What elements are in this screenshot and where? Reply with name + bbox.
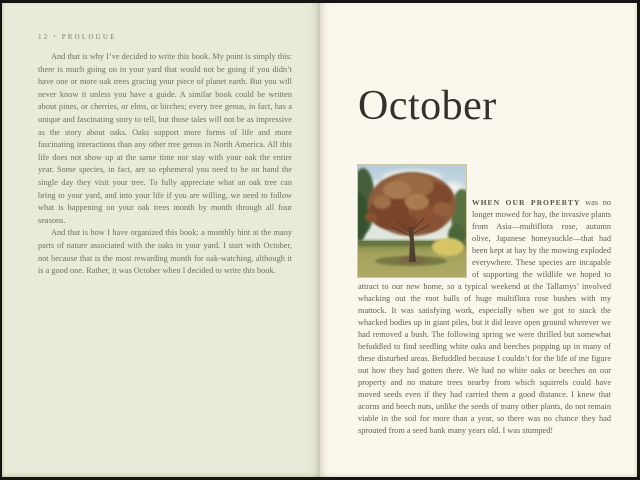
left-page: [2, 3, 320, 477]
chapter-title: October: [358, 83, 497, 129]
header-separator: •: [53, 34, 58, 40]
prologue-text: [38, 51, 292, 278]
opening-lead: WHEN OUR PROPERTY: [472, 198, 581, 207]
chapter-opening-text: [358, 197, 611, 437]
image-wrap-spacer: [358, 197, 472, 279]
right-page: [320, 3, 637, 477]
header-title: PROLOGUE: [61, 33, 117, 41]
prologue-paragraph-2: And that is how I have organized this book: a monthly hint at the many parts of nature associated with the oaks in your yard. I start with October, not because that is the most rewarding month for oak-watching, although it is a good one. Rather, it was October when I decided to write this book.: [38, 228, 292, 276]
opening-rest: was no longer mowed for hay, the invasive plants from Asia—multiflora rose, autumn olive, Japanese honeysuckle—that had been kept at bay by the mowing exploded everywhere. These species are incapable of supporting the wildlife we hoped to attract to our new home, so a typical weekend at the Tallamys’ involved whacking out the root balls of huge multiflora rose bushes with my mattock. It was satisfying work, especially when we got to stack the whacked bodies up in giant piles, but it did leave open ground wherever we had removed a bush. The following spring we were thrilled but somewhat befuddled to find seedling white oaks and beeches popping up in many of these disturbed areas. Befuddled because I couldn’t for the life of me figure out how they had gotten there. We had no white oaks or beeches on our property and no mature trees nearby from which squirrels could have moved seeds even if they had carried them a good distance. I knew that acorns and beech nuts, unlike the seeds of many other plants, do not remain viable in the soil for more than a year, so there was no chance they had sprouted from a seed bank many years old. I was stumped!: [358, 198, 611, 435]
page-number: 12: [38, 33, 50, 41]
prologue-paragraph-1: And that is why I’ve decided to write this book. My point is simply this: there is much going on in your yard that would not be going if you didn’t have one or more oak trees gracing your piece of planet earth. But you will never know it unless you have a guide. A similar book could be written about pines, or cherries, or elms, or birches; every tree genus, in fact, has a unique and fascinating story to tell, but those tales will not be as impressive as the story about oaks. Oaks support more forms of life and more fascinating interactions than any other tree genus in North America. All this life does not show up at the same time nor stay with your oak the entire year. Some species, in fact, are so ephemeral you need to be on hand the single day they visit your tree. To fully appreciate what an oak tree can bring to your yard, and into your life if you are willing, we need to follow what is happening on your oak trees month by month through all four seasons.: [38, 52, 292, 225]
running-header: [38, 33, 117, 41]
